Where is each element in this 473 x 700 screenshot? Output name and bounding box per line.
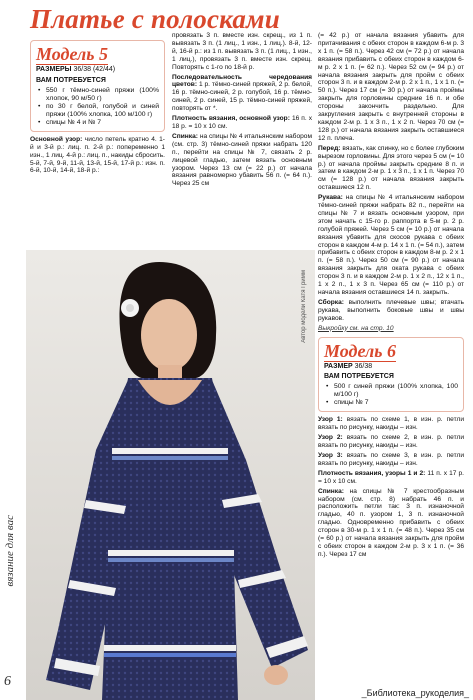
model6-sizes-label: РАЗМЕР (324, 362, 353, 370)
model6-density-paragraph (318, 470, 464, 486)
model6-needs-list (324, 383, 458, 407)
front-text: вязать, как спинку, но с более глубоким вырезом горловины. Для этого через 5 см (= 10 р.) от начала проймы закрыть средние 8 п. и затем в каждом 2-м р. 1 x 3 п., 1 x 1 п. Через 70 см (= 128 р.) от начала вязания закрыть оставшиеся 12 п. (318, 144, 464, 192)
sleeve-text: на спицы № 4 итальянским набором тёмно-синей пряжи набрать 82 п., перейти на спицы № 7 и вязать основным узором, при этом начать с 15-го р. раппорта в 5-м р. 2 р. голубой пряжей. Через 5 см (= 10 р.) от начала вязания убавить для скосов рукава с обеих сторон в каждом 4-м р. 14 x 1 п. (= 54 п.), затем прибавить с обеих сторон в каждом 8-м р. 2 x 1 п. (= 58 п.). Через 50 см (= 90 р.) от начала вязания закрыть для оката рукава с обеих сторон 3 п. и в каждом 2-м р. 1 x 2 п., 12 x 1 п., 1 x 2 п., 1 x 3 п. Через 65 см (= 110 р.) от начала вязания оставшиеся 14 п. закрыть. (318, 194, 464, 296)
back-paragraph (172, 133, 312, 188)
model6-title-text: Модель 6 (324, 340, 396, 361)
model5-sizes (36, 66, 159, 74)
color-sequence-label: Последовательность чередования цветов: (172, 73, 312, 89)
front-paragraph (318, 145, 464, 192)
list-item: • 500 г синей пряжи (100% хлопка, 100 м/100 г) (334, 383, 458, 399)
model6-sizes (324, 363, 458, 371)
dress-illustration (26, 250, 315, 700)
model-photo (26, 250, 315, 700)
model5-needs-heading: ВАМ ПОТРЕБУЕТСЯ (36, 76, 106, 84)
sleeve-label: Рукава: (318, 194, 343, 202)
magazine-side-title: вязание для вас (4, 515, 16, 587)
column-2 (172, 32, 312, 190)
pattern2-text: вязать по схеме 2, в изн. р. петли вязать по рисунку, накиды – изн. (318, 434, 464, 450)
model5-title-text: Модель 5 (36, 44, 108, 64)
list-item: • спицы № 4 и № 7 (46, 119, 159, 127)
model6-title (324, 341, 458, 361)
pattern2-label: Узор 2: (318, 434, 343, 442)
photo-credit: Автор модели Катя Гримм (301, 270, 307, 343)
model6-needs-heading: ВАМ ПОТРЕБУЕТСЯ (324, 373, 394, 381)
model6-box (318, 337, 464, 413)
pattern3-text: вязать по схеме 3, в изн. р. петли вязать по рисунку, накиды – изн. (318, 451, 464, 467)
main-pattern-label: Основной узор: (30, 135, 83, 143)
back-continued: (= 42 р.) от начала вязания убавить для притачивания с обеих сторон в каждом 6-м р. 3 x 1 п. (= 58 п.). Через 42 см (= 72 р.) от начала вязания прибавить с обеих сторон в каждом 6-м р. 2 x 1 п. (= 62 п.). Через 52 см (= 94 р.) от начала вязания закрыть для пройм с обеих сторон 3 п. и в каждом 2-м р. 2 x 1 п., 1 x 1 п. (= 50 п.). Через 17 см (= 30 р.) от начала проймы закрыть для горловины средние 16 п. и обе стороны закончить раздельно. Для закругления закрыть с внутренней стороны в каждом 2-м р. 1 x 3 п., 1 x 2 п. Через 70 см (= 128 р.) от начала вязания закрыть оставшиеся 12 п. плеча. (318, 32, 464, 142)
density-label: Плотность вязания, основной узор: (172, 115, 290, 123)
pattern-continued: провязать 3 п. вместе изн. скрещ., из 1 п. вывязать 3 п. (1 лиц., 1 изн., 1 лиц.). 8-й, 12-й, 16-й р.: из 1 п. вывязать 3 п. (1 лиц., 1 изн., 1 лиц.), провязать 3 п. вместе изн. скрещ. Повторять с 1-го по 18-й р. (172, 32, 312, 71)
list-item: • спицы № 7 (334, 399, 458, 407)
model5-title (36, 44, 159, 64)
main-pattern-text: число петель кратно 4. 1-й и 3-й р.: лиц. п. 2-й р.: попеременно 1 изн., 1 лиц. 4-й р.: лиц. п., накиды сбросить. 5-й, 7-й, 9-й, 11-й, 13-й, 15-й, 17-й р.: изн. п. 6-й, 10-й, 14-й, 18-й р.: (30, 135, 165, 175)
list-item: • 550 г тёмно-синей пряжи (100% хлопок, 90 м/50 г) (46, 87, 159, 103)
color-sequence-text: 1 р. тёмно-синей пряжей, 2 р. белой, 16 р. тёмно-синей, 2 р. голубой, 16 р. тёмно-синей, 2 р. синей, 15 р. тёмно-синей пряжей, повторять от *. (172, 81, 312, 113)
back-text: на спицы № 4 итальянским набором (см. стр. 3) тёмно-синей пряжи набрать 120 п., перейти на спицы № 7, связать 2 р. лицевой гладью, затем вязать основным узором. Через 13 см (= 22 р.) от начала вязания равномерно убавить 56 п. (= 64 п.). Через 25 см (172, 132, 312, 188)
assembly-label: Сборка: (318, 298, 344, 306)
assembly-text: выполнить плечевые швы; втачать рукава, выполнить боковые швы и швы рукавов. (318, 298, 464, 322)
pattern1-paragraph (318, 416, 464, 432)
pattern-link-paragraph (318, 325, 464, 333)
front-label: Перед: (318, 144, 341, 152)
model5-sizes-value: 36/38 (42/44) (73, 66, 116, 73)
column-1 (30, 40, 165, 177)
density-text: 16 п. x 18 р. = 10 x 10 см. (172, 115, 312, 130)
watermark: _Библиотека_рукоделия_ (361, 688, 469, 698)
model6-density-text: 11 п. x 17 р. = 10 x 10 см. (318, 469, 464, 485)
density-paragraph (172, 115, 312, 131)
assembly-paragraph (318, 299, 464, 323)
pattern3-label: Узор 3: (318, 451, 343, 459)
model6-sizes-value: 36/38 (354, 362, 373, 370)
color-sequence-paragraph (172, 74, 312, 114)
column-3 (318, 32, 464, 561)
page-number: 6 (4, 674, 11, 689)
sleeve-paragraph (318, 194, 464, 297)
page-title: Платье с полосками (30, 4, 280, 34)
model6-back-label: Спинка: (318, 487, 344, 495)
back-label: Спинка: (172, 132, 198, 140)
pattern1-label: Узор 1: (318, 416, 343, 424)
pattern-link[interactable]: Выкройку см. на стр. 10 (318, 324, 394, 332)
model5-needs-list (36, 87, 159, 127)
pattern2-paragraph (318, 434, 464, 450)
model6-back-paragraph (318, 488, 464, 559)
model5-box (30, 40, 165, 132)
model6-back-text: на спицы № 7 крестообразным набором (см. стр. 8) набрать 46 п. и расположить петли так: 3 п. изнаночной гладью, 40 п. узором 1, 3 п. изнаночной гладью. Одновременно прибавить с обеих сторон в 30-м р. 1 x 1 п. (= 48 п.). Через 35 см (= 60 р.) от начала вязания закрыть для пройм с обеих сторон в каждом 2-м р. 3 x 1 п. (= 36 п.). Через 17 см (318, 487, 464, 558)
model5-sizes-label: РАЗМЕРЫ (36, 66, 72, 73)
main-pattern-paragraph (30, 136, 165, 176)
pattern1-text: вязать по схеме 1, в изн. р. петли вязать по рисунку, накиды – изн. (318, 416, 464, 432)
model6-density-label: Плотность вязания, узоры 1 и 2: (318, 469, 426, 477)
pattern3-paragraph (318, 452, 464, 468)
list-item: • по 30 г белой, голубой и синей пряжи (100% хлопка, 100 м/100 г) (46, 103, 159, 119)
